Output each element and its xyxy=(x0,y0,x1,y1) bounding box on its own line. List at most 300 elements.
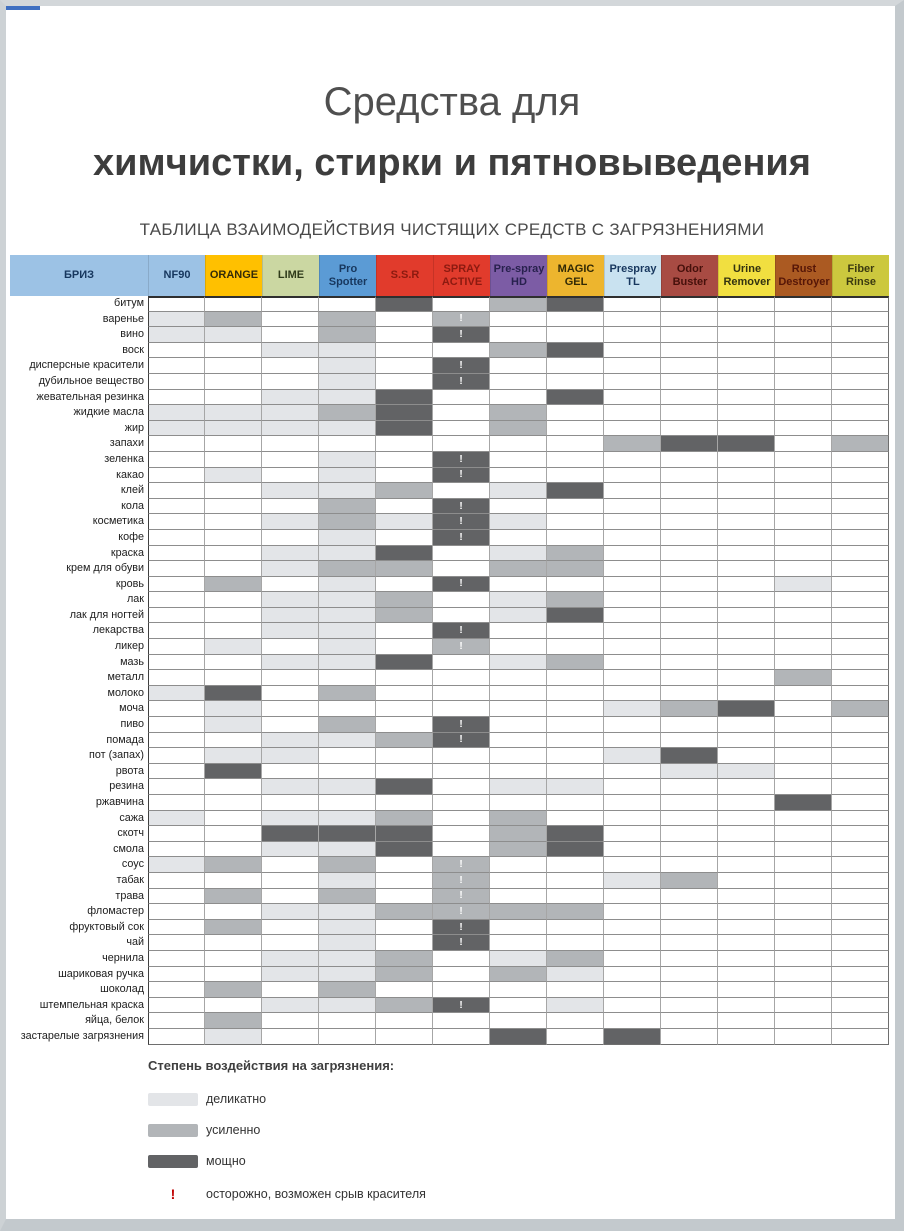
grid-cell xyxy=(376,358,433,374)
grid-cell xyxy=(718,405,775,421)
grid-cell xyxy=(262,483,319,499)
grid-cell xyxy=(433,686,490,702)
grid-cell xyxy=(205,826,262,842)
grid-cell xyxy=(604,920,661,936)
grid-cell xyxy=(490,608,547,624)
grid-cell xyxy=(490,701,547,717)
row-label: ликер xyxy=(114,640,144,653)
grid-cell xyxy=(547,655,604,671)
row-label: фруктовый сок xyxy=(69,920,144,933)
grid-cell xyxy=(661,748,718,764)
grid-cell xyxy=(832,701,889,717)
dye-warning-mark: ! xyxy=(459,531,463,543)
grid-cell xyxy=(319,717,376,733)
grid-cell xyxy=(376,764,433,780)
grid-cell xyxy=(832,857,889,873)
grid-cell xyxy=(205,561,262,577)
grid-cell xyxy=(376,577,433,593)
row-label: кровь xyxy=(115,577,144,590)
grid-cell xyxy=(661,1013,718,1029)
grid-cell xyxy=(490,514,547,530)
grid-cell xyxy=(718,904,775,920)
grid-cell xyxy=(775,873,832,889)
grid-cell xyxy=(319,967,376,983)
grid-cell xyxy=(490,1029,547,1045)
grid-cell xyxy=(205,514,262,530)
grid-cell xyxy=(433,951,490,967)
grid-cell xyxy=(319,1013,376,1029)
grid-cell xyxy=(547,998,604,1014)
grid-cell xyxy=(205,842,262,858)
grid-cell xyxy=(718,873,775,889)
grid-cell xyxy=(604,951,661,967)
grid-cell xyxy=(604,655,661,671)
grid-cell xyxy=(661,951,718,967)
grid-cell xyxy=(775,358,832,374)
grid-cell xyxy=(205,655,262,671)
grid-cell xyxy=(775,889,832,905)
grid-cell xyxy=(205,998,262,1014)
grid-cell xyxy=(604,904,661,920)
legend-label-strong: мощно xyxy=(206,1154,246,1168)
grid-cell xyxy=(376,717,433,733)
grid-cell xyxy=(262,623,319,639)
grid-cell xyxy=(604,623,661,639)
grid-cell xyxy=(775,967,832,983)
grid-cell xyxy=(661,717,718,733)
grid-cell xyxy=(832,358,889,374)
grid-cell xyxy=(376,405,433,421)
grid-cell xyxy=(718,483,775,499)
grid-cell xyxy=(148,546,205,562)
grid-cell xyxy=(775,811,832,827)
grid-cell xyxy=(490,857,547,873)
grid-cell xyxy=(832,436,889,452)
grid-cell xyxy=(775,920,832,936)
grid-cell xyxy=(547,701,604,717)
grid-cell xyxy=(718,826,775,842)
grid-cell xyxy=(148,935,205,951)
grid-cell xyxy=(832,764,889,780)
grid-cell xyxy=(661,779,718,795)
grid-cell xyxy=(490,530,547,546)
scan-corner-mark xyxy=(0,0,40,10)
grid-cell xyxy=(319,811,376,827)
grid-cell xyxy=(547,935,604,951)
dye-warning-mark: ! xyxy=(459,360,463,372)
grid-cell xyxy=(319,483,376,499)
grid-cell xyxy=(376,967,433,983)
grid-cell xyxy=(718,733,775,749)
grid-cell xyxy=(604,670,661,686)
grid-cell xyxy=(319,436,376,452)
grid-cell xyxy=(490,920,547,936)
grid-cell xyxy=(718,764,775,780)
grid-cell xyxy=(661,358,718,374)
grid-cell xyxy=(490,842,547,858)
grid-cell xyxy=(376,826,433,842)
column-header-бриз: БРИЗ xyxy=(10,255,148,296)
grid-cell xyxy=(718,951,775,967)
row-label: яйца, белок xyxy=(85,1014,144,1027)
grid-cell xyxy=(718,312,775,328)
grid-cell xyxy=(433,296,490,312)
grid-cell xyxy=(661,826,718,842)
grid-cell xyxy=(604,499,661,515)
grid-cell xyxy=(718,436,775,452)
grid-cell xyxy=(718,530,775,546)
grid-cell xyxy=(661,421,718,437)
grid-cell xyxy=(718,608,775,624)
grid-cell xyxy=(148,623,205,639)
grid-cell xyxy=(376,592,433,608)
grid-cell xyxy=(604,608,661,624)
row-label: зеленка xyxy=(104,452,144,465)
grid-cell xyxy=(661,982,718,998)
grid-cell xyxy=(205,343,262,359)
grid-cell xyxy=(262,967,319,983)
grid-cell xyxy=(148,421,205,437)
grid-cell xyxy=(433,670,490,686)
dye-warning-mark: ! xyxy=(459,469,463,481)
dye-warning-mark: ! xyxy=(459,859,463,871)
grid-cell xyxy=(433,436,490,452)
grid-cell xyxy=(148,795,205,811)
grid-cell xyxy=(319,561,376,577)
grid-cell xyxy=(604,889,661,905)
grid-cell xyxy=(376,779,433,795)
grid-cell xyxy=(148,920,205,936)
grid-cell xyxy=(604,717,661,733)
grid-cell xyxy=(490,499,547,515)
legend-item-medium xyxy=(148,1123,260,1137)
grid-cell xyxy=(433,483,490,499)
grid-cell xyxy=(205,748,262,764)
row-label: лекарства xyxy=(92,624,144,637)
grid-cell xyxy=(319,374,376,390)
grid-cell xyxy=(262,639,319,655)
grid-cell xyxy=(547,811,604,827)
grid-cell xyxy=(661,405,718,421)
grid-cell xyxy=(319,998,376,1014)
grid-cell xyxy=(832,639,889,655)
grid-cell xyxy=(775,733,832,749)
grid-cell xyxy=(661,514,718,530)
grid-cell xyxy=(148,577,205,593)
grid-cell xyxy=(661,499,718,515)
grid-cell xyxy=(490,967,547,983)
grid-cell xyxy=(718,795,775,811)
grid-cell xyxy=(205,530,262,546)
grid-cell xyxy=(775,748,832,764)
grid-cell xyxy=(604,592,661,608)
grid-cell xyxy=(832,935,889,951)
grid-cell xyxy=(661,811,718,827)
grid-cell xyxy=(775,546,832,562)
grid-cell xyxy=(433,998,490,1014)
grid-cell xyxy=(661,920,718,936)
grid-cell xyxy=(832,670,889,686)
grid-cell xyxy=(775,343,832,359)
dye-warning-mark: ! xyxy=(459,718,463,730)
grid-cell xyxy=(148,655,205,671)
grid-cell xyxy=(490,436,547,452)
grid-cell xyxy=(376,623,433,639)
grid-cell xyxy=(547,546,604,562)
grid-cell xyxy=(832,826,889,842)
grid-cell xyxy=(319,358,376,374)
grid-cell xyxy=(661,998,718,1014)
grid-cell xyxy=(718,546,775,562)
grid-cell xyxy=(661,296,718,312)
grid-cell xyxy=(775,623,832,639)
grid-cell xyxy=(433,1029,490,1045)
grid-cell xyxy=(376,1013,433,1029)
column-header-nf90: NF90 xyxy=(148,255,205,296)
grid-cell xyxy=(832,546,889,562)
grid-cell xyxy=(718,592,775,608)
grid-cell xyxy=(262,670,319,686)
grid-cell xyxy=(661,670,718,686)
row-label: табак xyxy=(116,873,144,886)
grid-cell xyxy=(604,811,661,827)
grid-cell xyxy=(547,483,604,499)
grid-cell xyxy=(433,701,490,717)
grid-cell xyxy=(433,873,490,889)
grid-cell xyxy=(376,343,433,359)
legend-item-light xyxy=(148,1092,266,1106)
grid-cell xyxy=(433,1013,490,1029)
grid-cell xyxy=(775,561,832,577)
grid-cell xyxy=(547,889,604,905)
grid-cell xyxy=(262,561,319,577)
row-label: лак xyxy=(126,593,144,606)
grid-cell xyxy=(547,405,604,421)
grid-cell xyxy=(433,935,490,951)
grid-cell xyxy=(433,561,490,577)
grid-cell xyxy=(262,296,319,312)
grid-cell xyxy=(775,296,832,312)
grid-cell xyxy=(433,857,490,873)
grid-cell xyxy=(262,733,319,749)
grid-cell xyxy=(775,935,832,951)
grid-cell xyxy=(262,592,319,608)
grid-cell xyxy=(547,873,604,889)
table-subtitle: ТАБЛИЦА ВЗАИМОДЕЙСТВИЯ ЧИСТЯЩИХ СРЕДСТВ С ЗАГРЯЗНЕНИЯМИ xyxy=(139,220,765,239)
grid-cell xyxy=(490,468,547,484)
grid-cell xyxy=(547,608,604,624)
grid-cell xyxy=(490,327,547,343)
grid-cell xyxy=(490,1013,547,1029)
grid-cell xyxy=(148,701,205,717)
grid-cell xyxy=(832,811,889,827)
grid-cell xyxy=(262,873,319,889)
grid-cell xyxy=(547,421,604,437)
grid-cell xyxy=(775,701,832,717)
grid-cell xyxy=(604,1013,661,1029)
warning-exclamation-icon: ! xyxy=(170,1186,176,1202)
grid-cell xyxy=(832,1029,889,1045)
grid-cell xyxy=(718,514,775,530)
grid-cell xyxy=(319,296,376,312)
grid-cell xyxy=(832,920,889,936)
grid-cell xyxy=(319,623,376,639)
grid-cell xyxy=(604,779,661,795)
grid-cell xyxy=(376,935,433,951)
grid-cell xyxy=(433,733,490,749)
grid-cell xyxy=(262,1029,319,1045)
column-header-pro-spotter: Pro Spotter xyxy=(319,255,376,296)
row-label: смола xyxy=(113,842,144,855)
grid-cell xyxy=(547,826,604,842)
grid-cell xyxy=(148,951,205,967)
grid-cell xyxy=(148,764,205,780)
grid-cell xyxy=(376,530,433,546)
grid-cell xyxy=(604,405,661,421)
row-label: скотч xyxy=(117,827,144,840)
grid-cell xyxy=(433,608,490,624)
grid-cell xyxy=(604,296,661,312)
grid-cell xyxy=(547,639,604,655)
grid-cell xyxy=(661,374,718,390)
row-label: кофе xyxy=(118,530,144,543)
grid-cell xyxy=(718,623,775,639)
grid-cell xyxy=(718,857,775,873)
grid-cell xyxy=(262,826,319,842)
grid-cell xyxy=(661,904,718,920)
grid-cell xyxy=(376,733,433,749)
grid-cell xyxy=(604,577,661,593)
grid-cell xyxy=(661,577,718,593)
grid-cell xyxy=(376,546,433,562)
grid-cell xyxy=(490,686,547,702)
grid-cell xyxy=(319,920,376,936)
grid-cell xyxy=(775,436,832,452)
grid-cell xyxy=(604,514,661,530)
row-label: соус xyxy=(121,858,144,871)
grid-cell xyxy=(604,452,661,468)
grid-cell xyxy=(832,421,889,437)
grid-cell xyxy=(832,873,889,889)
grid-cell xyxy=(319,748,376,764)
grid-cell xyxy=(718,374,775,390)
grid-cell xyxy=(661,795,718,811)
grid-cell xyxy=(433,717,490,733)
grid-cell xyxy=(376,795,433,811)
dye-warning-mark: ! xyxy=(459,328,463,340)
grid-cell xyxy=(319,873,376,889)
grid-cell xyxy=(262,686,319,702)
grid-cell xyxy=(547,920,604,936)
grid-cell xyxy=(604,483,661,499)
grid-cell xyxy=(832,655,889,671)
grid-cell xyxy=(376,811,433,827)
grid-cell xyxy=(205,405,262,421)
grid-cell xyxy=(547,592,604,608)
grid-cell xyxy=(148,857,205,873)
row-label: фломастер xyxy=(87,905,144,918)
grid-cell xyxy=(718,421,775,437)
grid-cell xyxy=(775,327,832,343)
grid-cell xyxy=(661,327,718,343)
grid-cell xyxy=(832,998,889,1014)
grid-cell xyxy=(547,312,604,328)
grid-cell xyxy=(205,468,262,484)
row-label: пот (запах) xyxy=(89,749,144,762)
grid-cell xyxy=(547,499,604,515)
grid-cell xyxy=(718,701,775,717)
grid-cell xyxy=(376,889,433,905)
row-label: чернила xyxy=(102,951,144,964)
grid-cell xyxy=(604,842,661,858)
grid-cell xyxy=(547,1013,604,1029)
grid-cell xyxy=(376,639,433,655)
interaction-table xyxy=(10,255,889,1045)
grid-cell xyxy=(661,592,718,608)
grid-cell xyxy=(718,327,775,343)
grid-cell xyxy=(490,935,547,951)
grid-cell xyxy=(205,951,262,967)
grid-cell xyxy=(262,436,319,452)
grid-cell xyxy=(262,842,319,858)
grid-cell xyxy=(148,1029,205,1045)
grid-cell xyxy=(661,935,718,951)
grid-cell xyxy=(832,779,889,795)
grid-cell xyxy=(262,405,319,421)
grid-cell xyxy=(832,608,889,624)
grid-cell xyxy=(433,499,490,515)
column-header-spray-active: SPRAY ACTIVE xyxy=(433,255,490,296)
grid-cell xyxy=(433,982,490,998)
grid-cell xyxy=(205,639,262,655)
grid-cell xyxy=(775,795,832,811)
grid-cell xyxy=(832,889,889,905)
grid-cell xyxy=(661,561,718,577)
grid-cell xyxy=(661,733,718,749)
grid-cell xyxy=(262,390,319,406)
grid-cell xyxy=(604,546,661,562)
grid-cell xyxy=(148,358,205,374)
grid-cell xyxy=(319,343,376,359)
row-label: трава xyxy=(115,889,144,902)
grid-cell xyxy=(262,779,319,795)
grid-cell xyxy=(718,343,775,359)
grid-cell xyxy=(262,935,319,951)
grid-cell xyxy=(319,764,376,780)
grid-cell xyxy=(832,904,889,920)
grid-cell xyxy=(832,686,889,702)
row-label: клей xyxy=(120,484,144,497)
grid-cell xyxy=(832,967,889,983)
grid-cell xyxy=(319,686,376,702)
grid-cell xyxy=(262,795,319,811)
grid-cell xyxy=(148,312,205,328)
grid-cell xyxy=(490,358,547,374)
row-label: дубильное вещество xyxy=(38,374,144,387)
dye-warning-mark: ! xyxy=(459,375,463,387)
grid-cell xyxy=(148,514,205,530)
grid-cell xyxy=(319,795,376,811)
grid-cell xyxy=(319,842,376,858)
grid-cell xyxy=(262,343,319,359)
grid-cell xyxy=(319,577,376,593)
grid-cell xyxy=(718,717,775,733)
row-label: жидкие масла xyxy=(73,406,144,419)
grid-cell xyxy=(490,748,547,764)
grid-cell xyxy=(718,998,775,1014)
grid-cell xyxy=(490,374,547,390)
grid-cell xyxy=(319,530,376,546)
